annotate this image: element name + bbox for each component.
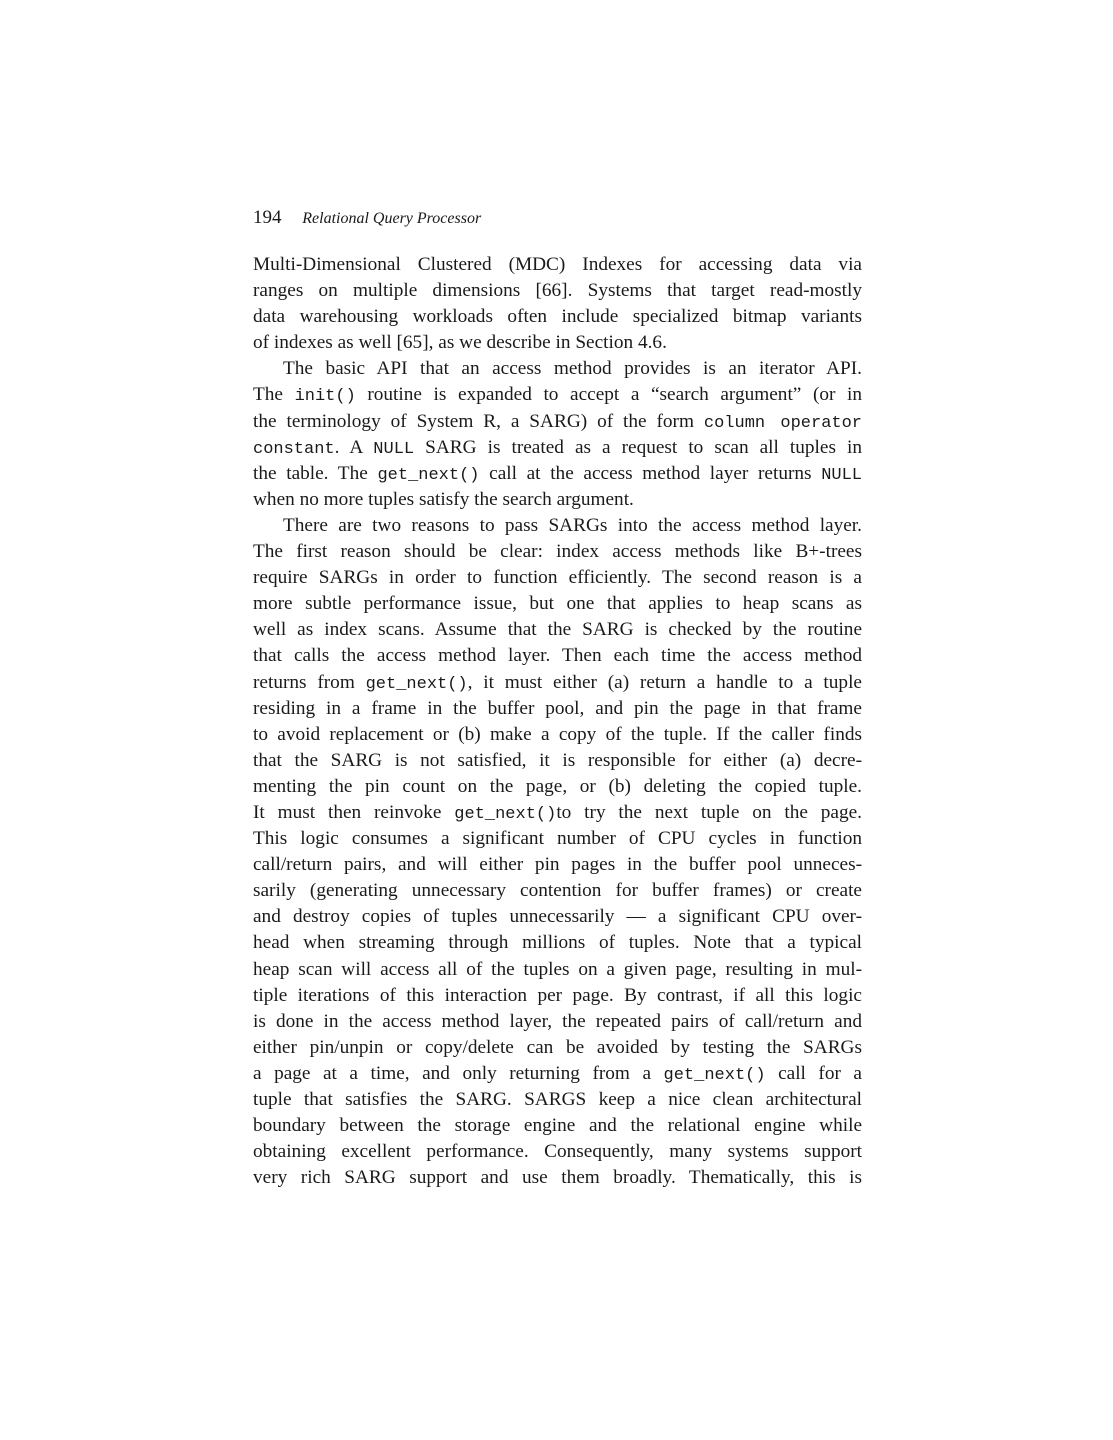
text-span: to try the next tuple on the page. — [556, 801, 862, 823]
text-line — [253, 800, 862, 826]
text-span: is done in the access method layer, the repeated pairs of call/return and — [253, 1010, 862, 1032]
text-span: call at the access method layer returns — [479, 462, 822, 484]
code-span: get_next() — [365, 674, 468, 694]
text-line — [253, 643, 862, 669]
text-span: either pin/unpin or copy/delete can be avoided by testing the SARGs — [253, 1036, 862, 1058]
text-line — [253, 539, 862, 565]
paragraph — [253, 356, 862, 513]
text-line — [253, 930, 862, 956]
text-line — [253, 304, 862, 330]
text-span: require SARGs in order to function efficiently. The second reason is a — [253, 567, 862, 589]
text-span: the terminology of System R, a SARG) of the form — [253, 410, 704, 432]
text-span: returns from — [253, 671, 366, 693]
text-span: tuple that satisfies the SARG. SARGS keep a nice clean architectural — [253, 1089, 862, 1110]
text-line — [253, 330, 862, 356]
code-span: NULL — [821, 465, 863, 485]
text-span: There are two reasons to pass SARGs into the access method layer. — [283, 514, 862, 536]
text-span: more subtle performance issue, but one that applies to heap scans as — [253, 593, 862, 615]
text-line — [253, 382, 862, 408]
text-span: that the SARG is not satisfied, it is responsible for either (a) decre- — [253, 749, 862, 771]
text-span: data warehousing workloads often include specialized bitmap variants — [253, 306, 862, 328]
text-span: of indexes as well [65], as we describe in Section 4.6. — [253, 332, 667, 354]
code-span: get_next() — [377, 465, 480, 485]
text-line — [253, 748, 862, 774]
text-span: and destroy copies of tuples unnecessarily — a significant CPU over- — [253, 906, 862, 928]
paragraph — [253, 252, 862, 356]
text-line — [253, 826, 862, 852]
text-line — [253, 722, 862, 748]
text-span: , it must either (a) return a handle to a tuple — [467, 671, 862, 693]
text-line — [253, 1165, 862, 1191]
text-span: obtaining excellent performance. Consequently, many systems support — [253, 1141, 862, 1163]
text-span: sarily (generating unnecessary contention for buffer frames) or create — [253, 880, 862, 902]
text-span: residing in a frame in the buffer pool, and pin the page in that frame — [253, 697, 862, 719]
running-title: Relational Query Processor — [302, 210, 482, 227]
text-span: routine is expanded to accept a “search argument” (or in — [355, 384, 863, 406]
text-line — [253, 356, 862, 382]
text-span: It must then reinvoke — [253, 801, 455, 823]
text-line — [253, 1113, 862, 1139]
text-line — [253, 409, 862, 435]
text-span: The first reason should be clear: index access methods like B+-trees — [253, 541, 862, 563]
code-span: get_next() — [454, 804, 557, 824]
text-line — [253, 852, 862, 878]
text-line — [253, 1139, 862, 1165]
text-line — [253, 591, 862, 617]
text-line — [253, 878, 862, 904]
text-line — [253, 1035, 862, 1061]
text-line — [253, 278, 862, 304]
text-line — [253, 983, 862, 1009]
text-line — [253, 1009, 862, 1035]
text-span: boundary between the storage engine and the relational engine while — [253, 1115, 862, 1137]
text-span: to avoid replacement or (b) make a copy of the tuple. If the caller finds — [253, 723, 862, 745]
code-span: NULL — [373, 439, 415, 459]
text-span: call/return pairs, and will either pin pages in the buffer pool unneces- — [253, 854, 862, 876]
text-span: call for a — [765, 1062, 862, 1084]
paragraph — [253, 513, 862, 1191]
text-line — [253, 252, 862, 278]
text-span: the table. The — [253, 462, 378, 484]
code-span: get_next() — [663, 1065, 766, 1085]
text-line — [253, 565, 862, 591]
text-line — [253, 696, 862, 722]
text-span: that calls the access method layer. Then each time the access method — [253, 645, 862, 667]
running-header — [253, 207, 481, 229]
text-span: The — [253, 384, 295, 406]
text-span: well as index scans. Assume that the SARG is checked by the routine — [253, 619, 862, 641]
text-line — [253, 513, 862, 539]
text-line — [253, 904, 862, 930]
text-line — [253, 617, 862, 643]
text-line — [253, 1061, 862, 1087]
code-span: constant — [253, 439, 335, 459]
code-span: column operator — [703, 413, 862, 433]
page-number: 194 — [253, 207, 282, 228]
text-span: tiple iterations of this interaction per page. By contrast, if all this logic — [253, 984, 862, 1006]
text-line — [253, 1087, 862, 1113]
text-span: The basic API that an access method provides is an iterator API. — [283, 358, 862, 380]
code-span: init() — [294, 387, 356, 407]
text-span: menting the pin count on the page, or (b) deleting the copied tuple. — [253, 775, 862, 797]
text-line — [253, 957, 862, 983]
text-span: when no more tuples satisfy the search argument. — [253, 488, 634, 510]
text-line — [253, 461, 862, 487]
text-span: heap scan will access all of the tuples on a given page, resulting in mul- — [253, 958, 862, 980]
text-span: a page at a time, and only returning from a — [253, 1062, 664, 1084]
text-line — [253, 435, 862, 461]
text-span: ranges on multiple dimensions [66]. Systems that target read-mostly — [253, 280, 862, 302]
text-line — [253, 670, 862, 696]
body-text — [253, 252, 862, 1191]
text-span: head when streaming through millions of tuples. Note that a typical — [253, 932, 862, 954]
text-span: Multi-Dimensional Clustered (MDC) Indexes for accessing data via — [253, 254, 862, 275]
text-line — [253, 774, 862, 800]
text-span: . A — [334, 436, 374, 458]
text-line — [253, 487, 862, 513]
text-span: very rich SARG support and use them broadly. Thematically, this is — [253, 1167, 862, 1189]
text-span: This logic consumes a significant number of CPU cycles in function — [253, 828, 862, 850]
text-span: SARG is treated as a request to scan all tuples in — [414, 436, 862, 458]
